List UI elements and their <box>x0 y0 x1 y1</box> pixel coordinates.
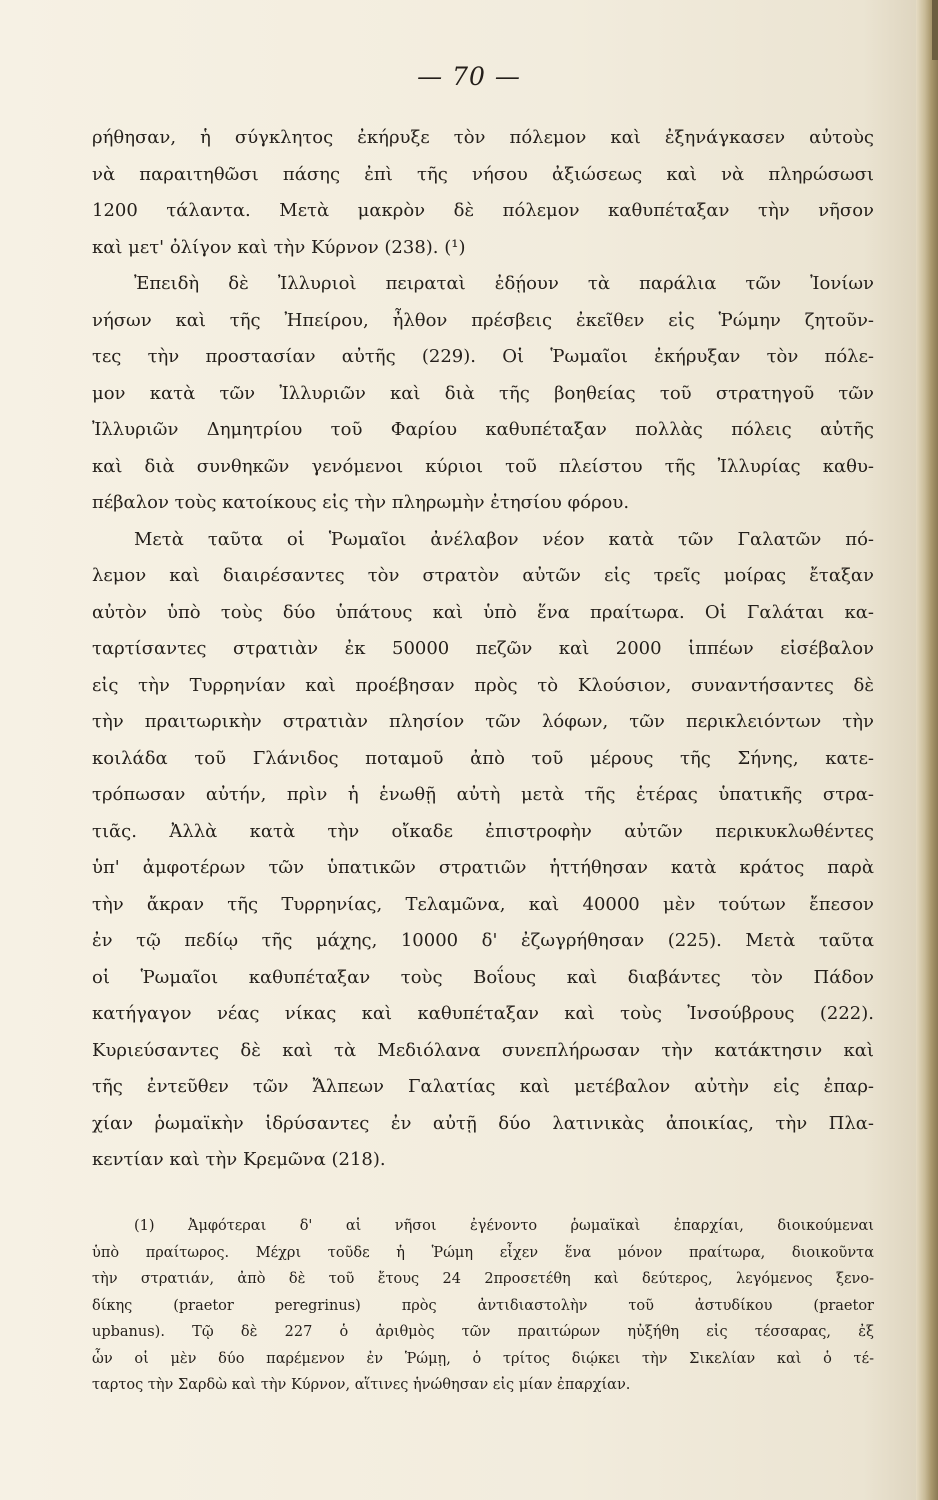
text-line: νὰ παραιτηθῶσι πάσης ἐπὶ τῆς νήσου ἀξιώσεως καὶ νὰ πληρώσωσι <box>92 163 874 185</box>
text-line: πέβαλον τοὺς κατοίκους εἰς τὴν πληρωμὴν ἐτησίου φόρου. <box>92 492 630 513</box>
text-line: τες τὴν προστασίαν αὐτῆς (229). Οἱ Ῥωμαῖοι ἐκήρυξαν τὸν πόλε- <box>92 346 874 367</box>
text-line: αὐτὸν ὑπὸ τοὺς δύο ὑπάτους καὶ ὑπὸ ἕνα πραίτωρα. Οἱ Γαλάται κα- <box>92 601 874 623</box>
text-line: Κυριεύσαντες δὲ καὶ τὰ Μεδιόλανα συνεπλήρωσαν τὴν κατάκτησιν καὶ <box>92 1039 874 1061</box>
text-line: Μετὰ ταῦτα οἱ Ῥωμαῖοι ἀνέλαβον νέον κατὰ τῶν Γαλατῶν πό- <box>134 528 874 550</box>
text-line: εἰς τὴν Τυρρηνίαν καὶ προέβησαν πρὸς τὸ Κλούσιον, συναντήσαντες δὲ <box>92 674 874 696</box>
text-line: κοιλάδα τοῦ Γλάνιδος ποταμοῦ ἀπὸ τοῦ μέρους τῆς Σήνης, κατε- <box>92 747 874 769</box>
text-line: κατήγαγον νέας νίκας καὶ καθυπέταξαν καὶ τοὺς Ἰνσούβρους (222). <box>92 1003 874 1024</box>
text-line: ὑπ' ἀμφοτέρων τῶν ὑπατικῶν στρατιῶν ἡττήθησαν κατὰ κράτος παρὰ <box>92 857 874 878</box>
page-edge-notch <box>932 0 938 60</box>
main-text <box>92 120 874 1179</box>
text-line: μον κατὰ τῶν Ἰλλυριῶν καὶ διὰ τῆς βοηθείας τοῦ στρατηγοῦ τῶν <box>92 382 874 404</box>
text-line: τιᾶς. Ἀλλὰ κατὰ τὴν οἴκαδε ἐπιστροφὴν αὐτῶν περικυκλωθέντες <box>92 820 874 842</box>
text-line: τῆς ἐντεῦθεν τῶν Ἄλπεων Γαλατίας καὶ μετέβαλον αὐτὴν εἰς ἐπαρ- <box>92 1076 874 1097</box>
text-line: καὶ διὰ συνθηκῶν γενόμενοι κύριοι τοῦ πλείστου τῆς Ἰλλυρίας καθυ- <box>92 455 874 477</box>
text-line: 1200 τάλαντα. Μετὰ μακρὸν δὲ πόλεμον καθυπέταξαν τὴν νῆσον <box>92 200 874 221</box>
text-line: οἱ Ῥωμαῖοι καθυπέταξαν τοὺς Βοΐους καὶ διαβάντες τὸν Πάδον <box>92 966 874 988</box>
text-line: τὴν ἄκραν τῆς Τυρρηνίας, Τελαμῶνα, καὶ 40000 μὲν τούτων ἔπεσον <box>92 893 874 915</box>
text-line: καὶ μετ' ὀλίγον καὶ τὴν Κύρνον (238). (¹) <box>92 236 466 258</box>
footnote-line: ὑπὸ πραίτωρος. Μέχρι τοῦδε ἡ Ῥώμη εἶχεν ἕνα μόνον πραίτωρα, διοικοῦντα <box>92 1244 874 1261</box>
footnote-line: δίκης (praetor peregrinus) πρὸς ἀντιδιαστολὴν τοῦ ἀστυδίκου (praetor <box>92 1297 874 1314</box>
text-line: νήσων καὶ τῆς Ἠπείρου, ἦλθον πρέσβεις ἐκεῖθεν εἰς Ῥώμην ζητοῦν- <box>92 309 874 331</box>
text-line: τὴν πραιτωρικὴν στρατιὰν πλησίον τῶν λόφων, τῶν περικλειόντων τὴν <box>92 711 874 732</box>
text-line: ρήθησαν, ἡ σύγκλητος ἐκήρυξε τὸν πόλεμον καὶ ἐξηνάγκασεν αὐτοὺς <box>92 127 874 148</box>
text-line: ἐν τῷ πεδίῳ τῆς μάχης, 10000 δ' ἐζωγρήθησαν (225). Μετὰ ταῦτα <box>92 930 874 951</box>
text-line: Ἐπειδὴ δὲ Ἰλλυριοὶ πειραταὶ ἐδῄουν τὰ παράλια τῶν Ἰονίων <box>134 273 874 294</box>
footnotes <box>92 1213 874 1399</box>
text-line: Ἰλλυριῶν Δημητρίου τοῦ Φαρίου καθυπέταξαν πολλὰς πόλεις αὐτῆς <box>92 419 874 440</box>
footnote-line: (1) Ἀμφότεραι δ' αἱ νῆσοι ἐγένοντο ῥωμαϊκαὶ ἐπαρχίαι, διοικούμεναι <box>134 1218 874 1234</box>
text-line: τρόπωσαν αὐτήν, πρὶν ἡ ἑνωθῇ αὐτὴ μετὰ τῆς ἑτέρας ὑπατικῆς στρα- <box>92 784 874 805</box>
page-number: — 70 — <box>417 62 521 91</box>
page-edge <box>916 0 938 1500</box>
footnote-line: upbanus). Τῷ δὲ 227 ὁ ἀριθμὸς τῶν πραιτώρων ηὐξήθη εἰς τέσσαρας, ἐξ <box>92 1324 874 1340</box>
footnote-line: ταρτος τὴν Σαρδὼ καὶ τὴν Κύρνον, αἵτινες ἡνώθησαν εἰς μίαν ἐπαρχίαν. <box>92 1377 631 1393</box>
text-line: χίαν ῥωμαϊκὴν ἱδρύσαντες ἐν αὐτῇ δύο λατινικὰς ἀποικίας, τὴν Πλα- <box>92 1112 874 1134</box>
text-line: κεντίαν καὶ τὴν Κρεμῶνα (218). <box>92 1149 386 1170</box>
text-line: λεμον καὶ διαιρέσαντες τὸν στρατὸν αὐτῶν εἰς τρεῖς μοίρας ἔταξαν <box>92 565 874 586</box>
footnote-line: τὴν στρατιάν, ἀπὸ δὲ τοῦ ἔτους 24 2προσετέθη καὶ δεύτερος, λεγόμενος ξενο- <box>92 1271 874 1287</box>
text-line: ταρτίσαντες στρατιὰν ἐκ 50000 πεζῶν καὶ 2000 ἱππέων εἰσέβαλον <box>92 638 874 659</box>
footnote-line: ὧν οἱ μὲν δύο παρέμενον ἐν Ῥώμῃ, ὁ τρίτος διῴκει τὴν Σικελίαν καὶ ὁ τέ- <box>92 1350 874 1367</box>
